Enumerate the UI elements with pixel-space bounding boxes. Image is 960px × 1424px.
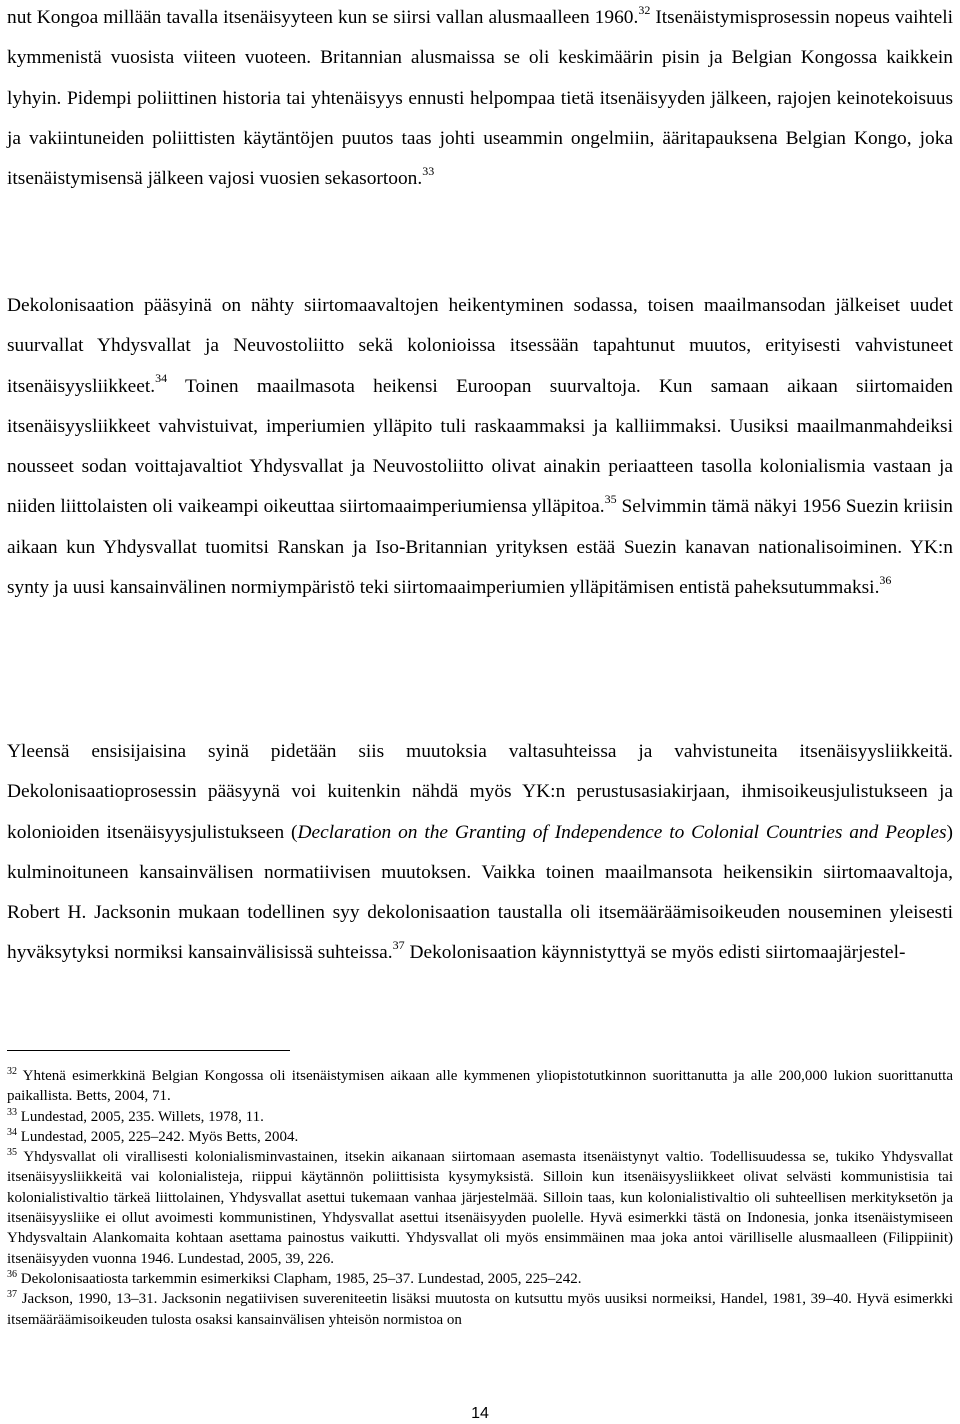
footnote-text: Lundestad, 2005, 225–242. Myös Betts, 2004. bbox=[17, 1128, 299, 1145]
footnotes bbox=[7, 1066, 953, 1330]
footnote-36 bbox=[7, 1269, 953, 1289]
page-number: 14 bbox=[471, 1405, 489, 1422]
paragraph-3-text-a: Yleensä ensisijaisina syinä pidetään siis muutoksia valtasuhteissa ja vahvistuneita itsenäisyysliikkeitä. Dekolonisaatioprosessin pääsyynä voi kuitenkin nähdä myös YK:n perustusasiakirjaan, ihmisoikeusjulistukseen ja kolonioiden itsenäisyysjulistukseen ( bbox=[7, 741, 953, 843]
footnote-33 bbox=[7, 1107, 953, 1127]
footnote-text: Yhtenä esimerkkinä Belgian Kongossa oli itsenäistymisen aikaan alle kymmenen yliopistotutkinnon suorittanutta ja alle 200,000 lukion suorittanutta paikallista. Betts, 2004, 71. bbox=[7, 1068, 953, 1105]
footnote-text: Yhdysvallat oli virallisesti kolonialisminvastainen, itsekin aikanaan siirtomaan asemasta itsenäistynyt valtio. Todellisuudessa se, tukiko Yhdysvallat itsenäisyysliikkeitä vai kolonialisteja, riippui käytännön poliittisista kysymyksistä. Silloin kun itsenäisyysliikkeet olivat selvästi kommunistisia tai kolonialistivaltio tärkeä liittolainen, Yhdysvallat asettui tukemaan vanhaa järjestelmää. Silloin taas, kun kolonialistivaltio oli suhteellisen merkityksetön ja itsenäisyysliike ei ollut avoimesti kommunistinen, Yhdysvallat asettui itsenäisyyden puolelle. Hyvä esimerkki tästä on Indonesia, jonka itsenäistymiseen Yhdysvaltain Alankomaita kohtaan asettama painostus vaikutti. Yhdysvallat oli myös ensimmäinen maa joka antoi värilliselle alusmaalleen (Filippiinit) itsenäisyyden vuonna 1946. Lundestad, 2005, 39, 226. bbox=[7, 1149, 953, 1267]
footnote-number: 35 bbox=[7, 1147, 17, 1159]
paragraph-2-text-c: Selvimmin tämä näkyi 1956 Suezin kriisin aikaan kun Yhdysvallat tuomitsi Ranskan ja Iso-Britannian yrityksen estää Suezin kanavan nationalisoiminen. YK:n synty ja uusi kansainvälinen normiympäristö teki siirtomaaimperiumien ylläpitämisen entistä paheksutummaksi. bbox=[7, 496, 953, 599]
paragraph-1-text-b: Itsenäistymisprosessin nopeus vaihteli kymmenistä vuosista viiteen vuoteen. Britannian alusmaissa se oli keskimäärin pisin ja Belgian Kongossa kaikkein lyhyin. Pidempi poliittinen historia tai yhtenäisyys ennusti helpompaa tietä itsenäisyyden jälkeen, rajojen keinotekoisuus ja vakiintuneiden poliittisten käytäntöjen puutos taas johti useammin ongelmiin, ääritapauksena Belgian Kongo, joka itsenäistymisensä jälkeen vajosi vuosien sekasortoon. bbox=[7, 7, 953, 190]
paragraph-3-text-b: ) kulminoituneen kansainvälisen normatiivisen muutoksen. Vaikka toinen maailmansota heikensikin siirtomaavaltoja, Robert H. Jacksonin mukaan todellinen syy dekolonisaation taustalla oli itsemääräämisoikeuden nouseminen yleisesti hyväksytyksi normiksi kansainvälisissä suhteissa. bbox=[7, 821, 954, 964]
footnote-ref-36[interactable]: 36 bbox=[879, 572, 892, 587]
footnote-32 bbox=[7, 1066, 953, 1107]
footnote-34 bbox=[7, 1127, 953, 1147]
paragraph-3 bbox=[7, 732, 953, 974]
paragraph-1 bbox=[7, 0, 953, 199]
footnote-number: 33 bbox=[7, 1106, 17, 1118]
footnote-ref-32[interactable]: 32 bbox=[638, 2, 651, 17]
footnote-35 bbox=[7, 1147, 953, 1269]
paragraph-3-text-c: Dekolonisaation käynnistyttyä se myös edisti siirtomaajärjestel- bbox=[404, 942, 906, 964]
footnote-37 bbox=[7, 1289, 953, 1330]
paragraph-2-text-a: Dekolonisaation pääsyinä on nähty siirtomaavaltojen heikentyminen sodassa, toisen maailmansodan jälkeiset uudet suurvallat Yhdysvallat ja Neuvostoliitto sekä kolonioissa itsessään tapahtunut muutos, erityisesti vahvistuneet itsenäisyysliikkeet. bbox=[7, 295, 953, 397]
footnote-text: Jackson, 1990, 13–31. Jacksonin negatiivisen suvereniteetin lisäksi muutosta on kutsuttu myös uusiksi normeiksi, Handel, 1981, 39–40. Hyvä esimerkki itsemääräämisoikeuden tulosta osaksi kansainvälisen yhteisön normistoa on bbox=[7, 1291, 953, 1328]
footnote-number: 34 bbox=[7, 1126, 17, 1138]
footnote-number: 36 bbox=[7, 1268, 17, 1280]
footnote-number: 37 bbox=[7, 1289, 17, 1301]
declaration-title: Declaration on the Granting of Independence to Colonial Countries and Peoples bbox=[297, 821, 947, 843]
footnote-ref-33[interactable]: 33 bbox=[422, 163, 435, 178]
footnote-ref-37[interactable]: 37 bbox=[392, 938, 405, 953]
footnote-separator bbox=[7, 1050, 290, 1051]
footnote-text: Dekolonisaatiosta tarkemmin esimerkiksi Clapham, 1985, 25–37. Lundestad, 2005, 225–242. bbox=[17, 1270, 582, 1287]
footnote-text: Lundestad, 2005, 235. Willets, 1978, 11. bbox=[17, 1108, 264, 1125]
paragraph-1-text-a: nut Kongoa millään tavalla itsenäisyyteen kun se siirsi vallan alusmaalleen 1960. bbox=[7, 7, 639, 28]
footnote-ref-35[interactable]: 35 bbox=[604, 492, 617, 507]
footnote-number: 32 bbox=[7, 1066, 17, 1077]
footnote-ref-34[interactable]: 34 bbox=[155, 371, 168, 386]
paragraph-2 bbox=[7, 286, 953, 608]
paragraph-2-text-b: Toinen maailmasota heikensi Euroopan suurvaltoja. Kun samaan aikaan siirtomaiden itsenäisyysliikkeet vahvistuivat, imperiumien ylläpito tuli raskaammaksi ja kalliimmaksi. Uusiksi maailmanmahdeiksi nousseet sodan voittajavaltiot Yhdysvallat ja Neuvostoliitto olivat ainakin periaatteen tasolla kolonialismia vastaan ja niiden liittolaisten oli vaikeampi oikeuttaa siirtomaaimperiumiensa ylläpitoa. bbox=[7, 375, 953, 518]
